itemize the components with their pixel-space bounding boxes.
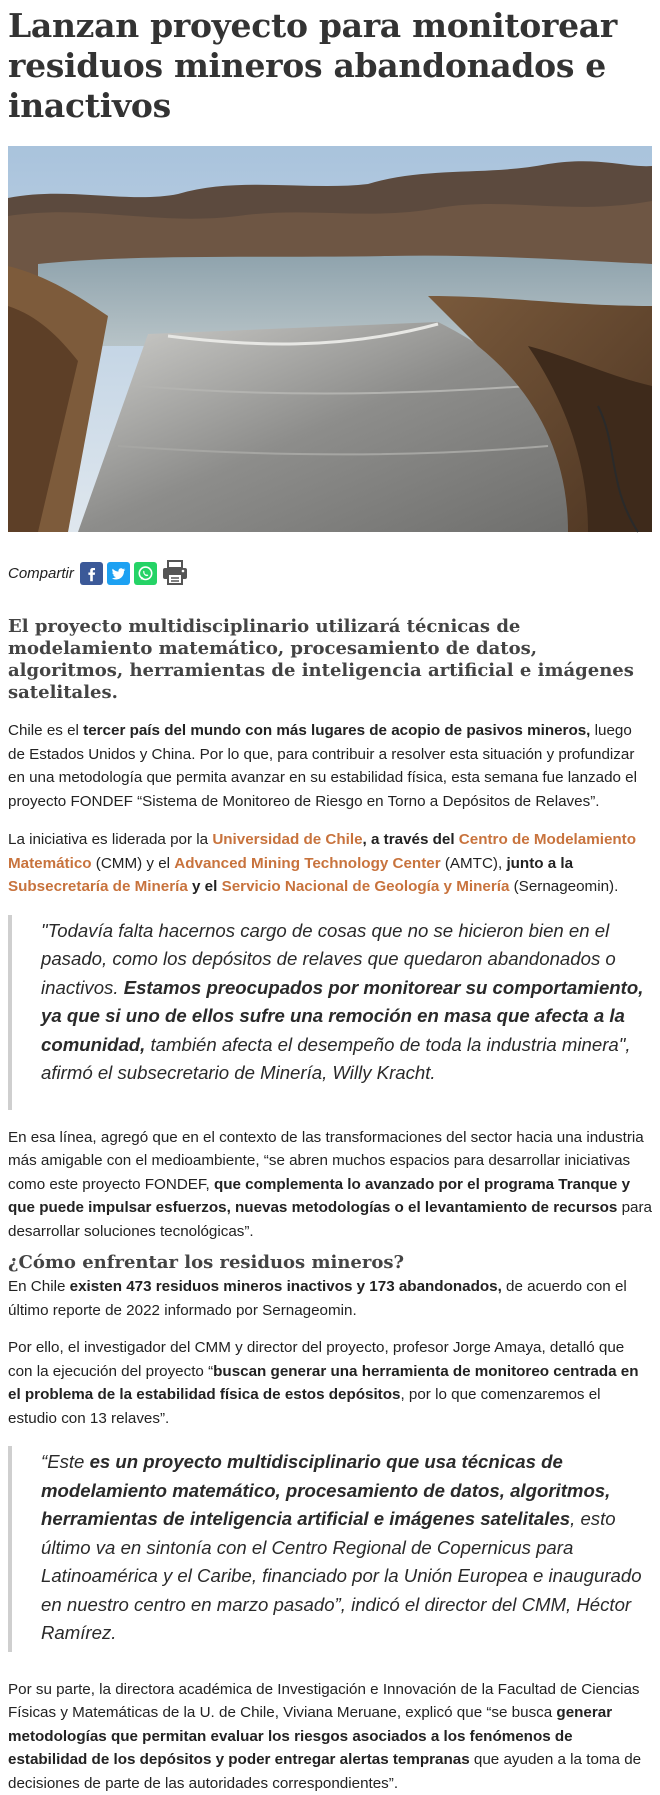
text: , esto último va en sintonía con el Centro Regional de Copernicus para Latinoamérica y el Caribe, financiado por la Unión Europea e inaugurado en nuestro centro en marzo pasado”, indicó el director del CMM, Héctor Ramírez. xyxy=(41,1508,642,1643)
text: “Este xyxy=(41,1451,90,1472)
bold-text: y el xyxy=(188,878,222,895)
text: (CMM) y el xyxy=(92,855,175,872)
twitter-icon[interactable] xyxy=(107,562,130,585)
link-sernageomin[interactable]: Servicio Nacional de Geología y Minería xyxy=(222,878,510,895)
share-bar xyxy=(8,558,652,588)
text: que ayuden a la toma de decisiones de parte de las autoridades correspondientes”. xyxy=(8,1751,641,1792)
text: (AMTC), xyxy=(441,855,507,872)
link-cmm[interactable]: Centro de Modelamiento Matemático xyxy=(8,831,636,872)
paragraph-1 xyxy=(8,719,652,813)
link-universidad-de-chile[interactable]: Universidad de Chile xyxy=(212,831,362,848)
bold-text: tercer país del mundo con más lugares de acopio de pasivos mineros, xyxy=(83,722,590,739)
paragraph-3 xyxy=(8,1126,652,1244)
text: de acuerdo con el último reporte de 2022 informado por Sernageomin. xyxy=(8,1278,627,1319)
tailings-dam-photo xyxy=(8,146,652,532)
bold-text: es un proyecto multidisciplinario que usa técnicas de modelamiento matemático, procesamiento de datos, algoritmos, herramientas de inteligencia artificial e imágenes satelitales xyxy=(41,1451,610,1529)
share-label: Compartir xyxy=(8,565,74,582)
bold-text: Estamos preocupados por monitorear su comportamiento, ya que si uno de ellos sufre una remoción en masa que afecta a la comunidad, xyxy=(41,977,643,1055)
text: En Chile xyxy=(8,1278,70,1295)
quote-kracht xyxy=(8,915,652,1110)
paragraph-6 xyxy=(8,1678,652,1795)
bold-text: generar metodologías que permitan evaluar los riesgos asociados a los fenómenos de estabilidad de los depósitos y poder entregar alertas tempranas xyxy=(8,1704,612,1768)
paragraph-4 xyxy=(8,1275,652,1322)
text: La iniciativa es liderada por la xyxy=(8,831,212,848)
article-title: Lanzan proyecto para monitorear residuos mineros abandonados e inactivos xyxy=(8,0,652,126)
text: (Sernageomin). xyxy=(509,878,618,895)
bold-text: , a través del xyxy=(363,831,459,848)
text: En esa línea, agregó que en el contexto de las transformaciones del sector hacia una industria más amigable con el medioambiente, “se abren muchos espacios para desarrollar iniciativas como este proyecto FONDEF, xyxy=(8,1129,644,1193)
paragraph-2 xyxy=(8,828,652,899)
text: luego de Estados Unidos y China. Por lo que, para contribuir a resolver esta situación y profundizar en una metodología que permita avanzar en su estabilidad física, esta semana fue lanzado el proyecto FONDEF “Sistema de Monitoreo de Riesgo en Torno a Depósitos de Relaves”. xyxy=(8,722,637,810)
paragraph-5 xyxy=(8,1336,652,1430)
quote-ramirez xyxy=(8,1446,652,1652)
text: "Todavía falta hacernos cargo de cosas que no se hicieron bien en el pasado, como los depósitos de relaves que quedaron abandonados o inactivos. xyxy=(41,920,616,998)
facebook-icon[interactable] xyxy=(80,562,103,585)
link-subsecretaria-mineria[interactable]: Subsecretaría de Minería xyxy=(8,878,188,895)
text: también afecta el desempeño de toda la industria minera", afirmó el subsecretario de Minería, Willy Kracht. xyxy=(41,1034,631,1084)
section-heading: ¿Cómo enfrentar los residuos mineros? xyxy=(8,1251,652,1275)
bold-text: junto a la xyxy=(506,855,573,872)
text: , por lo que comenzaremos el estudio con 13 relaves”. xyxy=(8,1386,601,1427)
bold-text: existen 473 residuos mineros inactivos y 173 abandonados, xyxy=(70,1278,502,1295)
bold-text: buscan generar una herramienta de monitoreo centrada en el problema de la estabilidad física de estos depósitos xyxy=(8,1363,639,1404)
print-icon[interactable] xyxy=(161,560,189,586)
text: Chile es el xyxy=(8,722,83,739)
article-lead: El proyecto multidisciplinario utilizará técnicas de modelamiento matemático, procesamiento de datos, algoritmos, herramientas de inteligencia artificial e imágenes satelitales. xyxy=(8,616,652,704)
text: para desarrollar soluciones tecnológicas”. xyxy=(8,1199,652,1240)
text: Por ello, el investigador del CMM y director del proyecto, profesor Jorge Amaya, detalló que con la ejecución del proyecto “ xyxy=(8,1339,624,1380)
whatsapp-icon[interactable] xyxy=(134,562,157,585)
bold-text: que complementa lo avanzado por el programa Tranque y que puede impulsar esfuerzos, nuevas metodologías o el levantamiento de recursos xyxy=(8,1176,630,1217)
text: Por su parte, la directora académica de Investigación e Innovación de la Facultad de Ciencias Físicas y Matemáticas de la U. de Chile, Viviana Meruane, explicó que “se busca xyxy=(8,1681,640,1722)
link-amtc[interactable]: Advanced Mining Technology Center xyxy=(174,855,440,872)
